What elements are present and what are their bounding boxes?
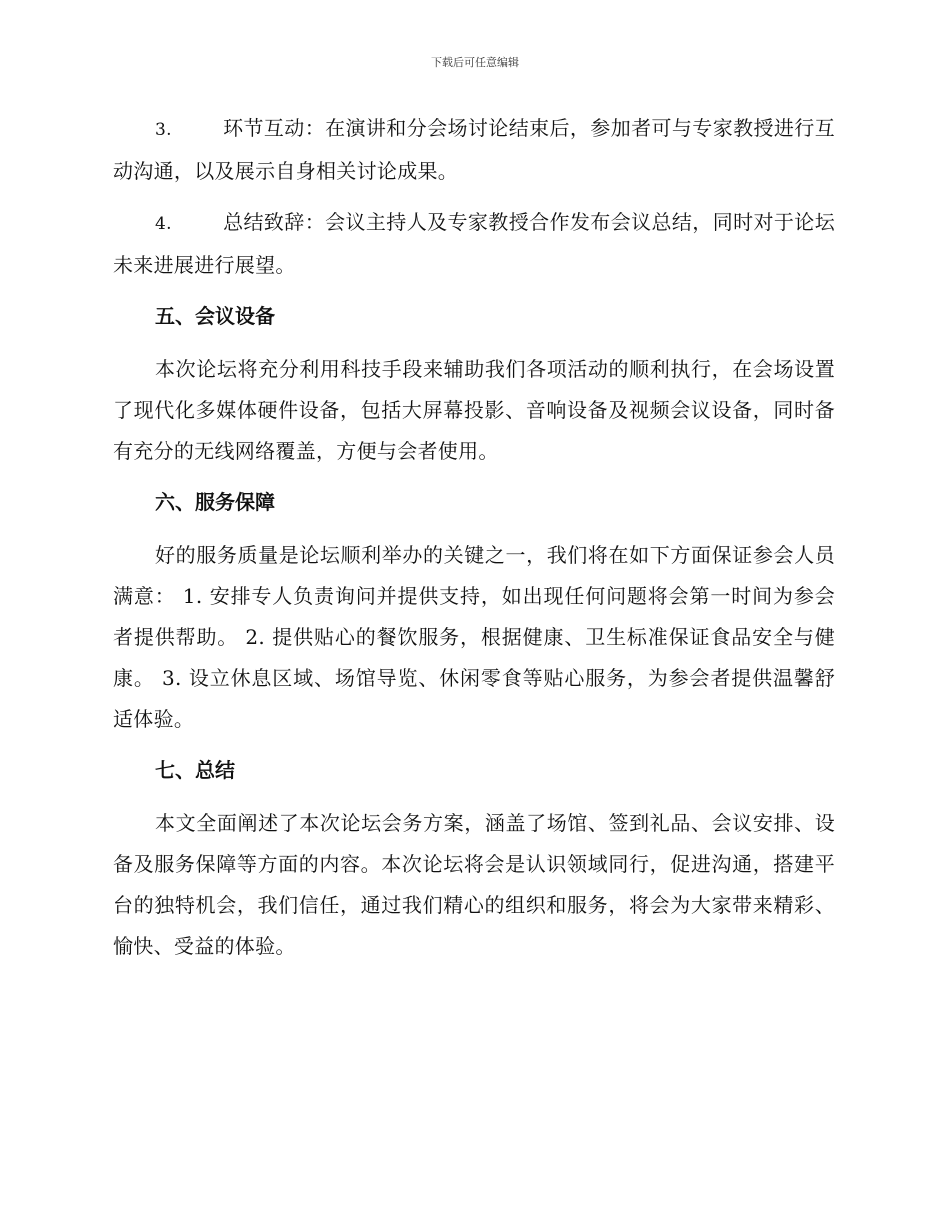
document-body	[113, 108, 835, 977]
section-heading-summary: 七、总结	[155, 758, 235, 782]
list-item	[113, 108, 835, 192]
list-item-number: 4.	[155, 214, 172, 234]
section-heading-service: 六、服务保障	[155, 490, 275, 514]
list-item	[113, 202, 835, 286]
list-item-number: 3.	[155, 120, 172, 140]
list-item-text: 总结致辞：会议主持人及专家教授合作发布会议总结，同时对于论坛未来进展进行展望。	[113, 210, 835, 277]
section-paragraph-equipment: 本次论坛将充分利用科技手段来辅助我们各项活动的顺利执行，在会场设置了现代化多媒体硬件设备，包括大屏幕投影、音响设备及视频会议设备，同时备有充分的无线网络覆盖，方便与会者使用。	[113, 357, 835, 463]
section-heading-equipment: 五、会议设备	[155, 304, 275, 328]
list-item-text: 环节互动：在演讲和分会场讨论结束后，参加者可与专家教授进行互动沟通，以及展示自身相关讨论成果。	[113, 116, 835, 183]
section-paragraph-summary: 本文全面阐述了本次论坛会务方案，涵盖了场馆、签到礼品、会议安排、设备及服务保障等方面的内容。本次论坛将会是认识领域同行，促进沟通，搭建平台的独特机会，我们信任，通过我们精心的组织和服务，将会为大家带来精彩、愉快、受益的体验。	[113, 811, 835, 958]
section-paragraph-service: 好的服务质量是论坛顺利举办的关键之一，我们将在如下方面保证参会人员满意： 1. 安排专人负责询问并提供支持，如出现任何问题将会第一时间为参会者提供帮助。 2. 提供贴心的餐饮服务，根据健康、卫生标准保证食品安全与健康。 3. 设立休息区域、场馆导览、休闲零食等贴心服务，为参会者提供温馨舒适体验。	[113, 543, 835, 731]
page-header: 下载后可任意编辑	[431, 56, 519, 69]
